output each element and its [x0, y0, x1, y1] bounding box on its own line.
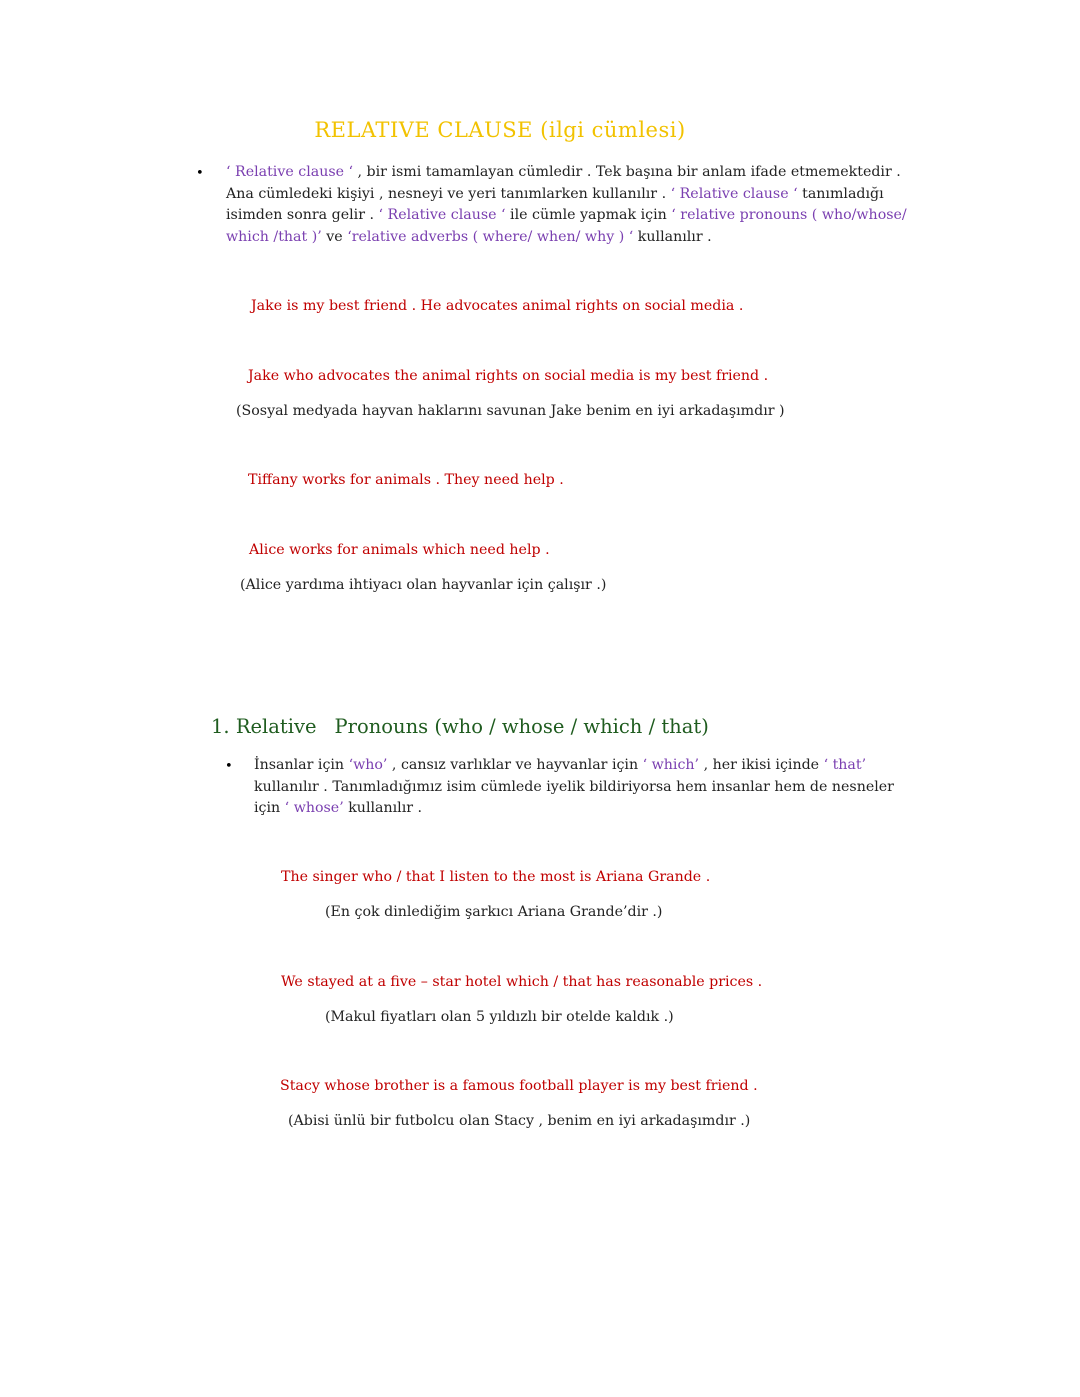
term-relative-pronouns: ‘ relative pronouns ( who/whose/ which /that )’: [226, 207, 907, 246]
translation: (Alice yardıma ihtiyacı olan hayvanlar için çalışır .): [240, 577, 607, 593]
page-title: RELATIVE CLAUSE (ilgi cümlesi): [314, 118, 686, 142]
term-that: ‘ that’: [823, 757, 867, 773]
term-relative-clause: ‘ Relative clause ‘: [378, 207, 506, 224]
term-relative-clause: ‘ Relative clause ‘: [670, 185, 798, 202]
example-sentence: The singer who / that I listen to the most is Ariana Grande .: [281, 869, 711, 885]
intro-paragraph: ‘ Relative clause ‘ , bir ismi tamamlayan cümledir . Tek başına bir anlam ifade etmemektedir . Ana cümledeki kişiyi , nesneyi ve yeri tanımlarken kullanılır . ‘ Relative clause ‘ tanımladığı isimden sonra gelir . ‘ Relative clause ‘ ile cümle yapmak için ‘ relative pronouns ( who/whose/ which /that )’ ve ‘relative adverbs ( where/ when/ why ) ‘ kullanılır .: [226, 164, 907, 246]
section-heading: 1. Relative Pronouns (who / whose / which / that): [211, 715, 709, 738]
term-whose: ‘ whose’: [284, 800, 344, 817]
translation: (Sosyal medyada hayvan haklarını savunan Jake benim en iyi arkadaşımdır ): [236, 403, 785, 419]
example-sentence: Tiffany works for animals . They need help .: [248, 472, 564, 488]
translation: (En çok dinlediğim şarkıcı Ariana Grande’dir .): [325, 904, 663, 920]
bullet: •: [196, 166, 204, 181]
translation: (Makul fiyatları olan 5 yıldızlı bir otelde kaldık .): [325, 1009, 674, 1025]
bullet: •: [225, 759, 233, 774]
section-paragraph: İnsanlar için ‘who’ , cansız varlıklar ve hayvanlar için ‘ which’ , her ikisi içinde ‘ that’ kullanılır . Tanımladığımız isim cümlede iyelik bildiriyorsa hem insanlar hem de nesneler için ‘ whose’ kullanılır .: [254, 757, 894, 817]
example-sentence: Jake who advocates the animal rights on social media is my best friend .: [248, 368, 769, 384]
example-sentence: We stayed at a five – star hotel which / that has reasonable prices .: [281, 974, 763, 990]
example-sentence: Alice works for animals which need help .: [249, 542, 550, 558]
term-relative-adverbs: ‘relative adverbs ( where/ when/ why ) ‘: [347, 229, 634, 246]
term-which: ‘ which’: [642, 757, 700, 773]
translation: (Abisi ünlü bir futbolcu olan Stacy , benim en iyi arkadaşımdır .): [288, 1113, 751, 1129]
term-relative-clause: ‘ Relative clause ‘: [226, 164, 354, 180]
example-sentence: Jake is my best friend . He advocates animal rights on social media .: [251, 298, 744, 314]
term-who: ‘who’: [348, 757, 388, 773]
example-sentence: Stacy whose brother is a famous football player is my best friend .: [280, 1078, 758, 1094]
